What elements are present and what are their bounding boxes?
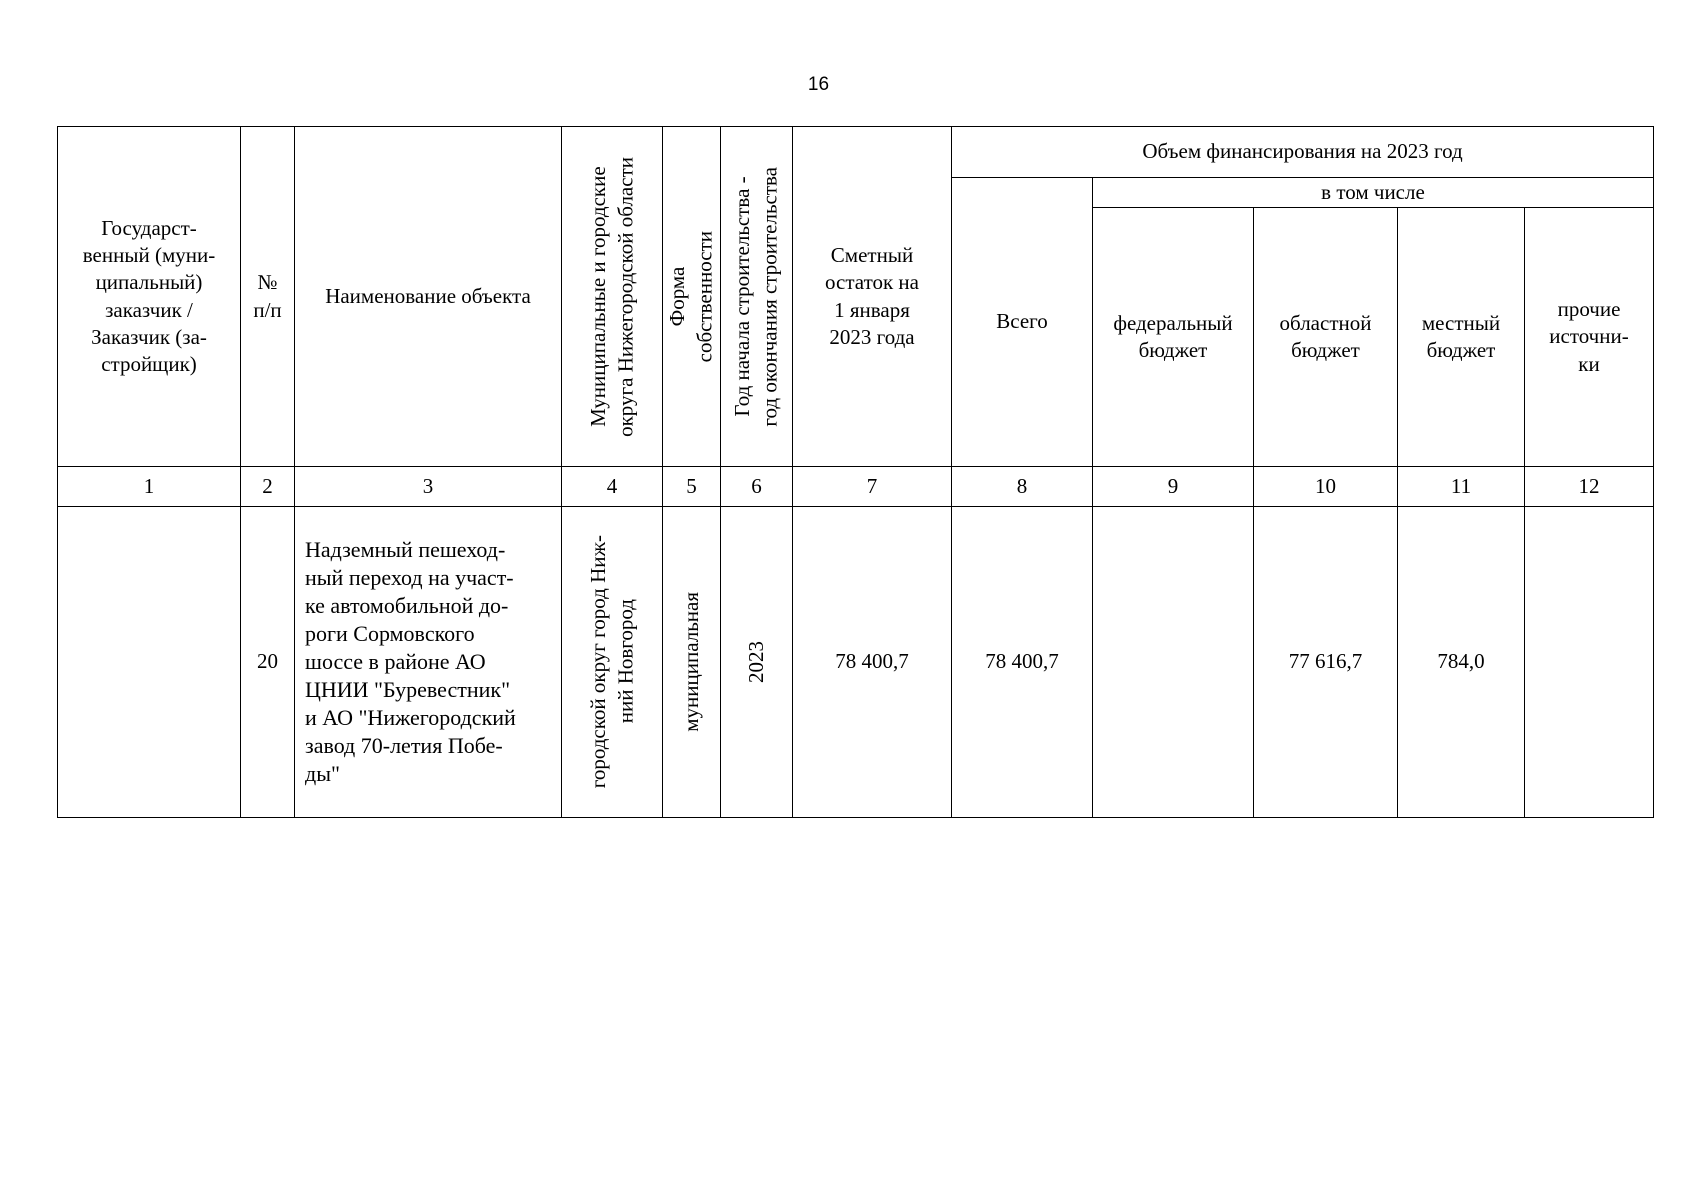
column-number: 12	[1525, 467, 1654, 507]
header-total: Всего	[952, 178, 1093, 467]
column-number: 1	[58, 467, 241, 507]
cell-object-name: Надземный пешеход- ный переход на участ- ке автомобильной до- роги Сормовского шоссе в районе АО ЦНИИ "Буревестник" и АО "Нижегородский завод 70-летия Побе- ды"	[295, 507, 562, 818]
column-number: 2	[241, 467, 295, 507]
cell-estimate-balance: 78 400,7	[793, 507, 952, 818]
column-number: 10	[1254, 467, 1398, 507]
header-ownership: Форма собственности	[663, 127, 721, 467]
header-construction-years: Год начала строительства - год окончания строительства	[721, 127, 793, 467]
column-number: 6	[721, 467, 793, 507]
header-local-budget: местный бюджет	[1398, 208, 1525, 467]
cell-local-budget: 784,0	[1398, 507, 1525, 818]
column-number: 7	[793, 467, 952, 507]
header-financing-group: Объем финансирования на 2023 год	[952, 127, 1654, 178]
header-including: в том числе	[1093, 178, 1654, 208]
header-row-number: № п/п	[241, 127, 295, 467]
cell-other-sources	[1525, 507, 1654, 818]
cell-years: 2023	[721, 507, 793, 818]
investment-table	[57, 126, 1654, 818]
cell-total: 78 400,7	[952, 507, 1093, 818]
header-federal-budget: федеральный бюджет	[1093, 208, 1254, 467]
page-number: 16	[807, 74, 830, 95]
header-customer: Государст- венный (муни- ципальный) заказчик / Заказчик (за- стройщик)	[58, 127, 241, 467]
cell-municipality: городской округ город Ниж- ний Новгород	[562, 507, 663, 818]
column-number: 4	[562, 467, 663, 507]
header-object-name: Наименование объекта	[295, 127, 562, 467]
cell-ownership: муниципальная	[663, 507, 721, 818]
header-municipality: Муниципальные и городские округа Нижегородской области	[562, 127, 663, 467]
column-number: 11	[1398, 467, 1525, 507]
cell-regional-budget: 77 616,7	[1254, 507, 1398, 818]
column-number: 9	[1093, 467, 1254, 507]
cell-customer	[58, 507, 241, 818]
cell-row-number: 20	[241, 507, 295, 818]
column-number-row	[58, 467, 1654, 507]
table-row	[58, 507, 1654, 818]
header-estimate-balance: Сметный остаток на 1 января 2023 года	[793, 127, 952, 467]
cell-federal-budget	[1093, 507, 1254, 818]
header-regional-budget: областной бюджет	[1254, 208, 1398, 467]
column-number: 5	[663, 467, 721, 507]
header-other-sources: прочие источни- ки	[1525, 208, 1654, 467]
column-number: 3	[295, 467, 562, 507]
column-number: 8	[952, 467, 1093, 507]
